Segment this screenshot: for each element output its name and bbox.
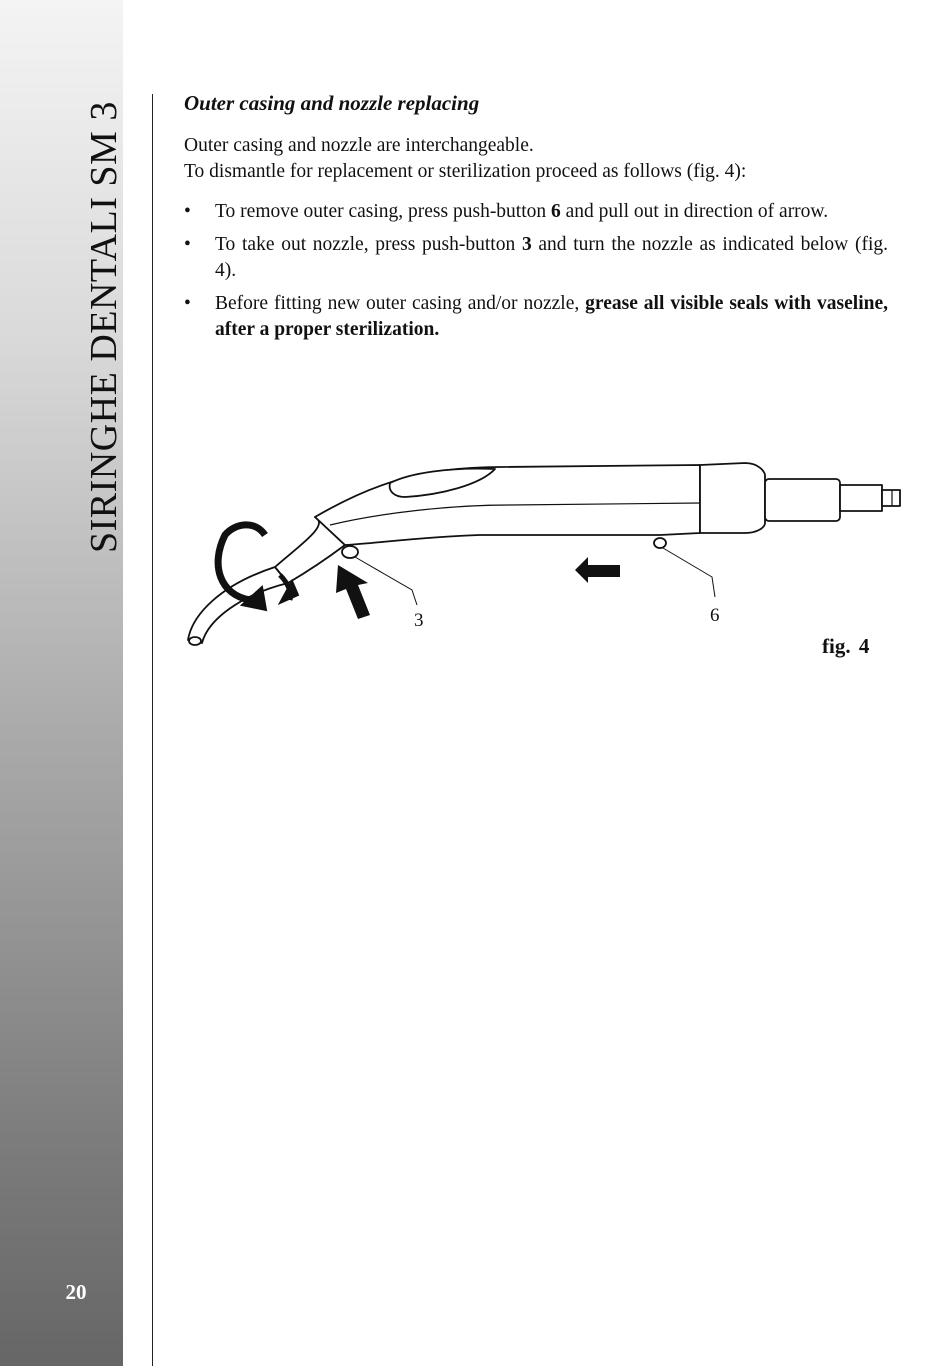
push-button-6 [654, 538, 666, 548]
step-text: Before fitting new outer casing and/or nozzle, [215, 293, 586, 314]
handle-body [700, 463, 765, 533]
connector-tip [882, 490, 900, 506]
bullet: • [184, 234, 191, 255]
steps-list [184, 199, 888, 343]
step-text: and turn the nozzle as indicated below (fig. 4). [215, 234, 888, 281]
step-bold-text: grease all visible seals with vaseline, after a proper sterilization. [215, 293, 888, 340]
intro-line: To dismantle for replacement or sterilization proceed as follows (fig. 4): [184, 161, 747, 182]
intro-line: Outer casing and nozzle are interchangeable. [184, 135, 534, 156]
bullet: • [184, 293, 191, 314]
bullet: • [184, 201, 191, 222]
vertical-rule [152, 94, 153, 1366]
sidebar-title: SIRINGHE DENTALI SM 3 [83, 101, 125, 553]
leader-line-6 [663, 548, 715, 597]
list-item [184, 291, 888, 343]
syringe-illustration [180, 455, 910, 665]
push-button-3 [342, 546, 358, 558]
page-number: 20 [65, 1280, 87, 1304]
list-item [184, 232, 888, 284]
step-text: and pull out in direction of arrow. [560, 201, 829, 222]
label-6: 6 [710, 605, 720, 626]
step-text: To take out nozzle, press push-button [215, 234, 522, 255]
intro-text [184, 133, 888, 185]
step-text: To remove outer casing, press push-button [215, 201, 552, 222]
push-arrow-icon [336, 565, 370, 619]
connector-end [840, 485, 882, 511]
figure-caption: fig. 4 [822, 634, 870, 658]
step-bold-text: 6 [551, 201, 561, 222]
nozzle-tip [188, 567, 288, 643]
main-content [184, 88, 888, 350]
pull-arrow-icon [575, 557, 620, 583]
section-title: Outer casing and nozzle replacing [184, 91, 480, 115]
step-bold-text: 3 [521, 234, 532, 255]
label-3: 3 [414, 610, 424, 631]
list-item [184, 199, 888, 225]
nozzle-tip-end [189, 637, 201, 645]
connector [765, 479, 840, 521]
